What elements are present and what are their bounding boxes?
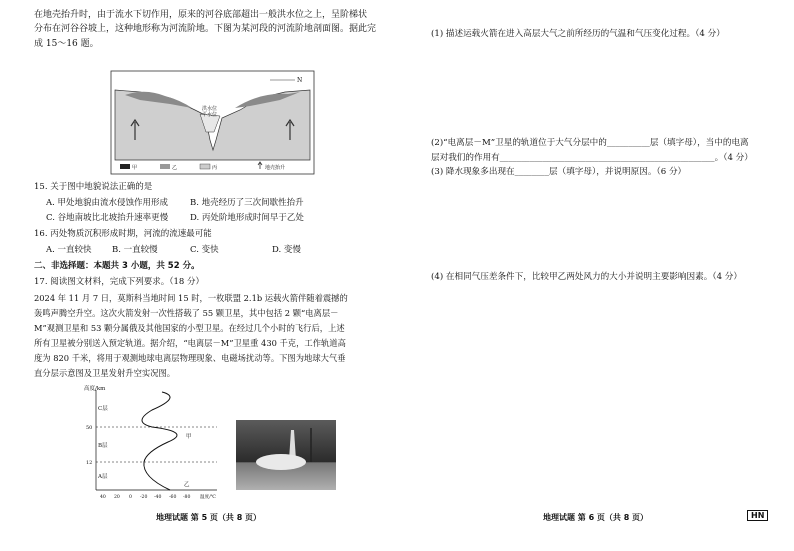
material-line-1: 2024 年 11 月 7 日，莫斯科当地时间 15 时，一枚联盟 2.1b 运载火箭伴随着震撼的 [34, 293, 348, 303]
question-2-line-1: (2)“电离层－M”卫星的轨道位于大气分层中的__________层（填字母），当中的电离 [431, 138, 749, 148]
svg-text:20: 20 [114, 495, 120, 500]
page-5-footer: 地理试题 第 5 页（共 8 页） [156, 513, 262, 522]
q17-stem: 17. 阅读图文材料，完成下列要求。（18 分） [34, 277, 204, 287]
region-code-badge: HN [747, 510, 768, 521]
intro-line-3: 成 15～16 题。 [34, 39, 99, 49]
curve-label-yi: 乙 [184, 482, 190, 488]
q15-option-a: A. 甲处地貌由流水侵蚀作用形成 [46, 198, 169, 208]
right-page [397, 0, 794, 551]
svg-text:地壳抬升: 地壳抬升 [265, 165, 286, 171]
material-line-2: 轰鸣声腾空升空。这次火箭发射一次性搭载了 55 颗卫星，其中包括 2 颗“电离层－ [34, 308, 339, 318]
material-line-4: 所有卫星被分别送入预定轨道。据介绍，“电离层－M”卫星重 430 千克，工作轨道高 [34, 338, 346, 348]
q15-stem: 15. 关于图中地貌说法正确的是 [34, 182, 153, 192]
chart-xlabel: 温度/℃ [200, 495, 216, 500]
curve-label-jia: 甲 [186, 434, 192, 440]
svg-text:乙: 乙 [172, 165, 178, 171]
page-6-footer: 地理试题 第 6 页（共 8 页） [543, 513, 649, 522]
intro-line-1: 在地壳抬升时，由于流水下切作用，原来的河谷底部超出一般洪水位之上，呈阶梯状 [34, 10, 368, 20]
svg-text:40: 40 [100, 495, 106, 500]
q15-option-b: B. 地壳经历了三次间歇性抬升 [190, 198, 304, 208]
svg-text:-20: -20 [140, 495, 148, 500]
material-line-5: 度为 820 千米，将用于观测地球电离层物理现象、电磁场扰动等。下图为地球大气垂 [34, 353, 346, 363]
atmosphere-layer-chart [82, 382, 232, 504]
svg-text:丙: 丙 [212, 165, 218, 171]
layer-a-label: A层 [98, 474, 108, 480]
question-1: (1) 描述运载火箭在进入高层大气之前所经历的气温和气压变化过程。（4 分） [431, 29, 725, 39]
svg-text:-60: -60 [169, 495, 177, 500]
layer-b-label: B层 [98, 443, 108, 449]
q15-option-c: C. 谷地南坡比北坡抬升速率更慢 [46, 213, 169, 223]
flood-level-label: 洪水位 [202, 106, 218, 112]
q16-stem: 16. 丙处物质沉积形成时期，河流的流速最可能 [34, 229, 212, 239]
q16-option-c: C. 变快 [190, 245, 219, 255]
q16-option-a: A. 一直较快 [46, 245, 92, 255]
rocket-launch-photo [236, 420, 336, 490]
svg-text:-80: -80 [183, 495, 191, 500]
material-line-3: M”观测卫星和 53 颗分属俄及其他国家的小型卫星。在经过几个小时的飞行后，上述 [34, 323, 345, 333]
q15-option-d: D. 丙处阶地形成时间早于乙处 [190, 213, 304, 223]
ytick-50: 50 [86, 425, 93, 431]
svg-text:-40: -40 [154, 495, 162, 500]
layer-c-label: C层 [98, 406, 108, 412]
question-3: (3) 降水现象多出现在________层（填字母），并说明原因。（6 分） [431, 167, 687, 177]
river-terrace-figure [110, 70, 315, 175]
q16-option-b: B. 一直较慢 [112, 245, 158, 255]
q16-option-d: D. 变慢 [272, 245, 301, 255]
intro-line-2: 分布在河谷谷坡上，这种地形称为河流阶地。下图为某河段的河流阶地剖面图。据此完 [34, 24, 377, 34]
ytick-12: 12 [86, 460, 93, 466]
svg-text:甲: 甲 [132, 165, 138, 171]
north-label: N [297, 77, 303, 84]
question-4: (4) 在相同气压差条件下，比较甲乙两处风力的大小并说明主要影响因素。（4 分） [431, 272, 742, 282]
normal-level-label: 平水位 [202, 112, 218, 118]
question-2-line-2: 层对我们的作用有__________________________________________________。（4 分） [431, 153, 753, 163]
section-2-heading: 二、非选择题：本题共 3 小题，共 52 分。 [34, 261, 200, 271]
svg-text:0: 0 [129, 495, 132, 500]
material-line-6: 直分层示意图及卫星发射升空实况图。 [34, 368, 176, 378]
chart-ylabel: 高度/km [84, 386, 106, 392]
